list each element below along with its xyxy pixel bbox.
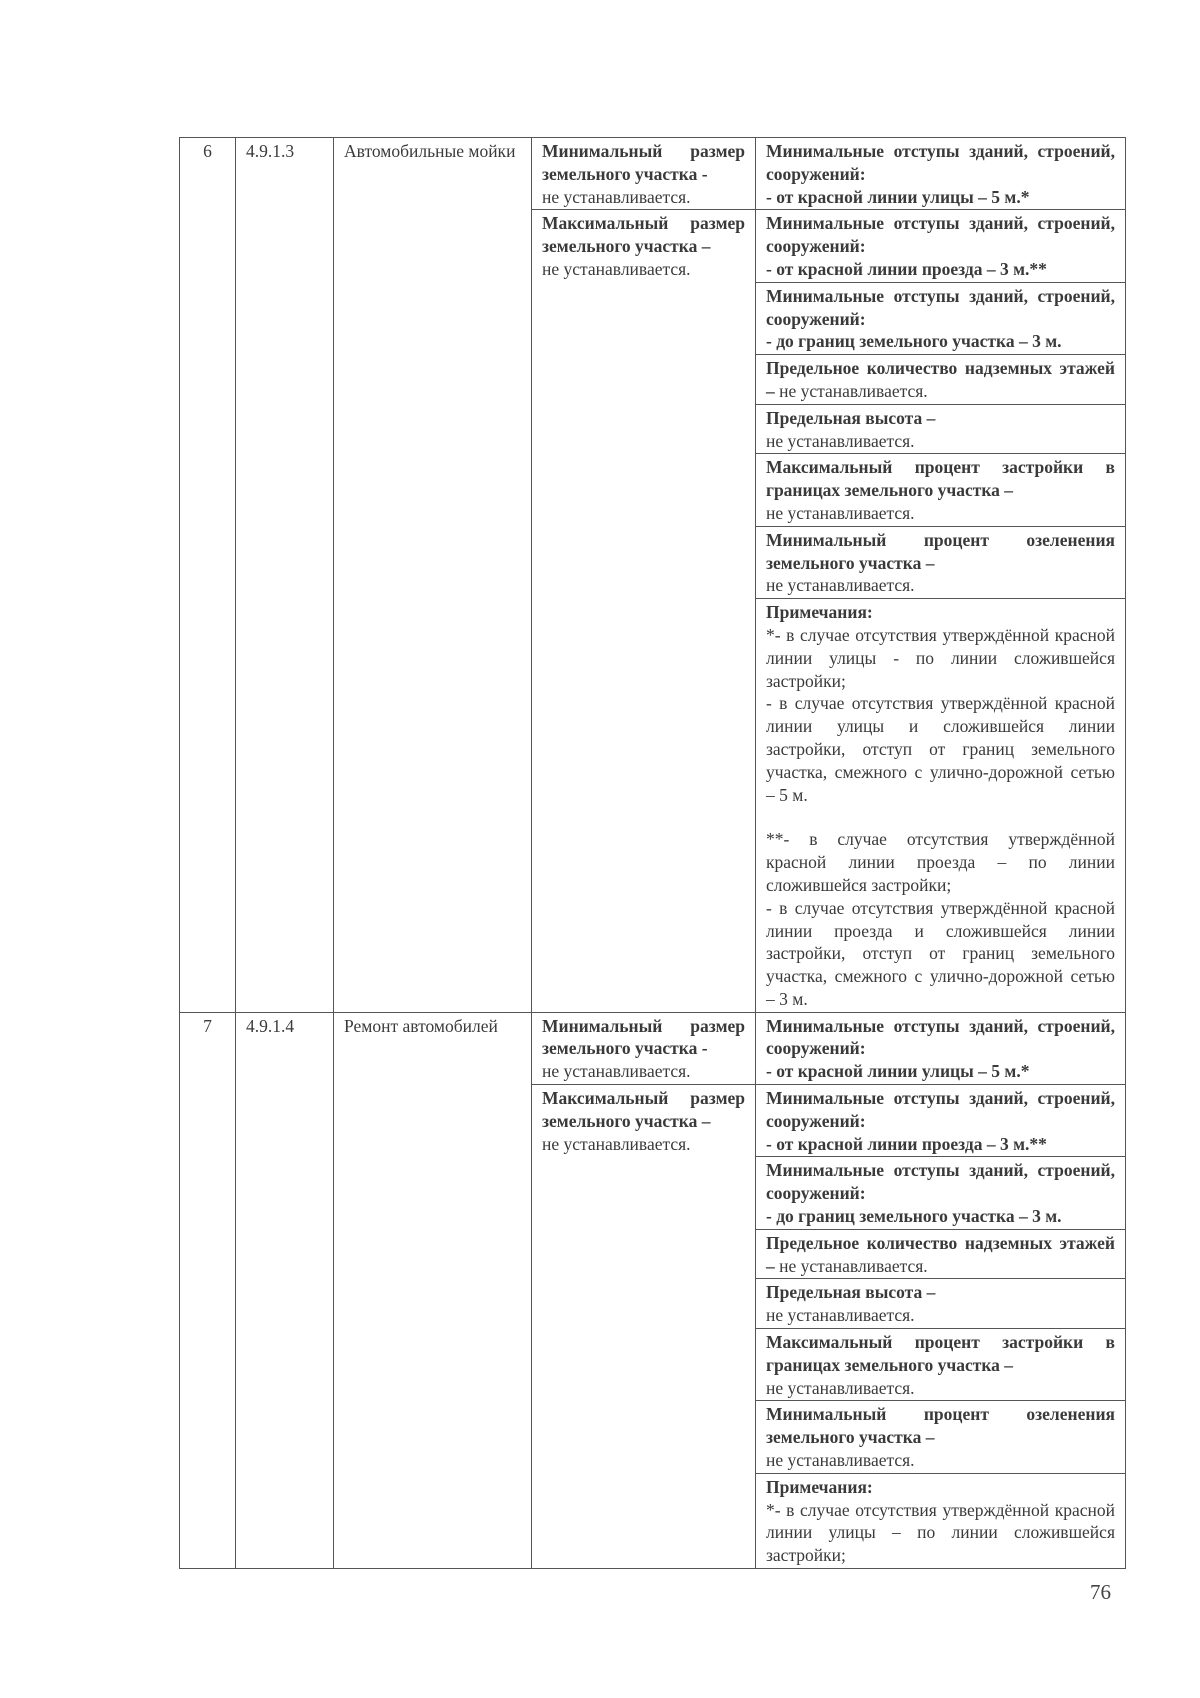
note-text: *- в случае отсутствия утверждённой красной линии улицы - по линии сложившейся застройки; — [766, 624, 1115, 691]
row-number: 7 — [180, 1012, 236, 1568]
param-cell — [756, 138, 1126, 210]
row-number: 6 — [180, 138, 236, 1013]
table-row — [180, 138, 1126, 210]
param-title: Минимальный процент озеленения земельного участка – — [766, 529, 1115, 573]
use-name: Ремонт автомобилей — [334, 1012, 532, 1568]
min-plot-size-label: Минимальный размер земельного участка - — [542, 1015, 745, 1059]
param-value: - от красной линии улицы – 5 м.* — [766, 1061, 1030, 1082]
use-code: 4.9.1.3 — [236, 138, 334, 1013]
param-title: Минимальные отступы зданий, строений, сооружений: — [766, 1015, 1115, 1059]
table-row — [180, 1012, 1126, 1084]
param-value: не устанавливается. — [766, 1305, 915, 1326]
max-plot-size-cell — [532, 1085, 756, 1569]
param-value: не устанавливается. — [766, 502, 915, 523]
min-plot-size-value: не устанавливается. — [542, 1061, 691, 1082]
param-cell — [756, 210, 1126, 282]
param-cell — [756, 282, 1126, 354]
param-cell — [756, 1329, 1126, 1401]
min-plot-size-label: Минимальный размер земельного участка - — [542, 141, 745, 184]
use-name: Автомобильные мойки — [334, 138, 532, 1013]
max-plot-size-cell — [532, 210, 756, 1012]
param-cell — [756, 1279, 1126, 1329]
param-cell — [756, 1012, 1126, 1084]
param-title: Предельное количество надземных этажей – — [766, 1232, 1115, 1276]
max-plot-size-label: Максимальный размер земельного участка – — [542, 213, 745, 257]
param-cell — [756, 1401, 1126, 1473]
param-cell — [756, 404, 1126, 454]
param-value: - до границ земельного участка – 3 м. — [766, 1206, 1062, 1227]
param-cell — [756, 1157, 1126, 1229]
param-cell — [756, 355, 1126, 405]
param-title: Предельная высота – — [766, 1282, 936, 1303]
param-title: Предельная высота – — [766, 407, 936, 428]
param-value: - от красной линии улицы – 5 м.* — [766, 186, 1030, 207]
note-text: - в случае отсутствия утверждённой красной линии улицы и сложившейся линии застройки, отступ от границ земельного участка, смежного с улично-дорожной сетью – 5 м. — [766, 693, 1115, 805]
param-cell — [756, 526, 1126, 598]
notes-title: Примечания: — [766, 602, 873, 623]
notes-cell — [756, 1473, 1126, 1568]
param-value: - от красной линии проезда – 3 м.** — [766, 258, 1047, 279]
param-title: Предельное количество надземных этажей – — [766, 358, 1115, 401]
use-code: 4.9.1.4 — [236, 1012, 334, 1568]
param-title: Минимальные отступы зданий, строений, сооружений: — [766, 213, 1115, 257]
param-title: Минимальные отступы зданий, строений, сооружений: — [766, 1160, 1115, 1204]
param-title: Минимальные отступы зданий, строений, сооружений: — [766, 1088, 1115, 1131]
notes-title: Примечания: — [766, 1476, 873, 1497]
min-plot-size-value: не устанавливается. — [542, 186, 691, 207]
notes-cell — [756, 599, 1126, 1013]
regulations-table — [179, 137, 1126, 1569]
param-value: - до границ земельного участка – 3 м. — [766, 331, 1062, 352]
max-plot-size-value: не устанавливается. — [542, 258, 691, 279]
param-title: Минимальный процент озеленения земельного участка – — [766, 1404, 1115, 1448]
max-plot-size-label: Максимальный размер земельного участка – — [542, 1088, 745, 1131]
param-value: не устанавливается. — [766, 575, 915, 596]
param-value: - от красной линии проезда – 3 м.** — [766, 1133, 1047, 1154]
max-plot-size-value: не устанавливается. — [542, 1133, 691, 1154]
min-plot-size-cell — [532, 138, 756, 210]
param-title: Максимальный процент застройки в границах земельного участка – — [766, 457, 1115, 501]
note-spacer — [766, 806, 1115, 828]
param-title: Максимальный процент застройки в границах земельного участка – — [766, 1332, 1115, 1375]
param-cell — [756, 1085, 1126, 1157]
note-text: - в случае отсутствия утверждённой красной линии проезда и сложившейся линии застройки, отступ от границ земельного участка, смежного с улично-дорожной сетью – 3 м. — [766, 897, 1115, 1009]
note-text: **- в случае отсутствия утверждённой красной линии проезда – по линии сложившейся застройки; — [766, 829, 1115, 895]
page-number: 76 — [1090, 1580, 1111, 1604]
param-cell — [756, 1229, 1126, 1279]
param-value: не устанавливается. — [766, 1450, 915, 1471]
param-value: не устанавливается. — [779, 1255, 928, 1276]
param-cell — [756, 454, 1126, 526]
note-text: *- в случае отсутствия утверждённой красной линии улицы – по линии сложившейся застройки; — [766, 1499, 1115, 1566]
param-value: не устанавливается. — [766, 1377, 915, 1398]
min-plot-size-cell — [532, 1012, 756, 1084]
param-value: не устанавливается. — [766, 430, 915, 451]
param-title: Минимальные отступы зданий, строений, сооружений: — [766, 285, 1115, 329]
param-title: Минимальные отступы зданий, строений, сооружений: — [766, 141, 1115, 184]
param-value: не устанавливается. — [779, 380, 928, 401]
